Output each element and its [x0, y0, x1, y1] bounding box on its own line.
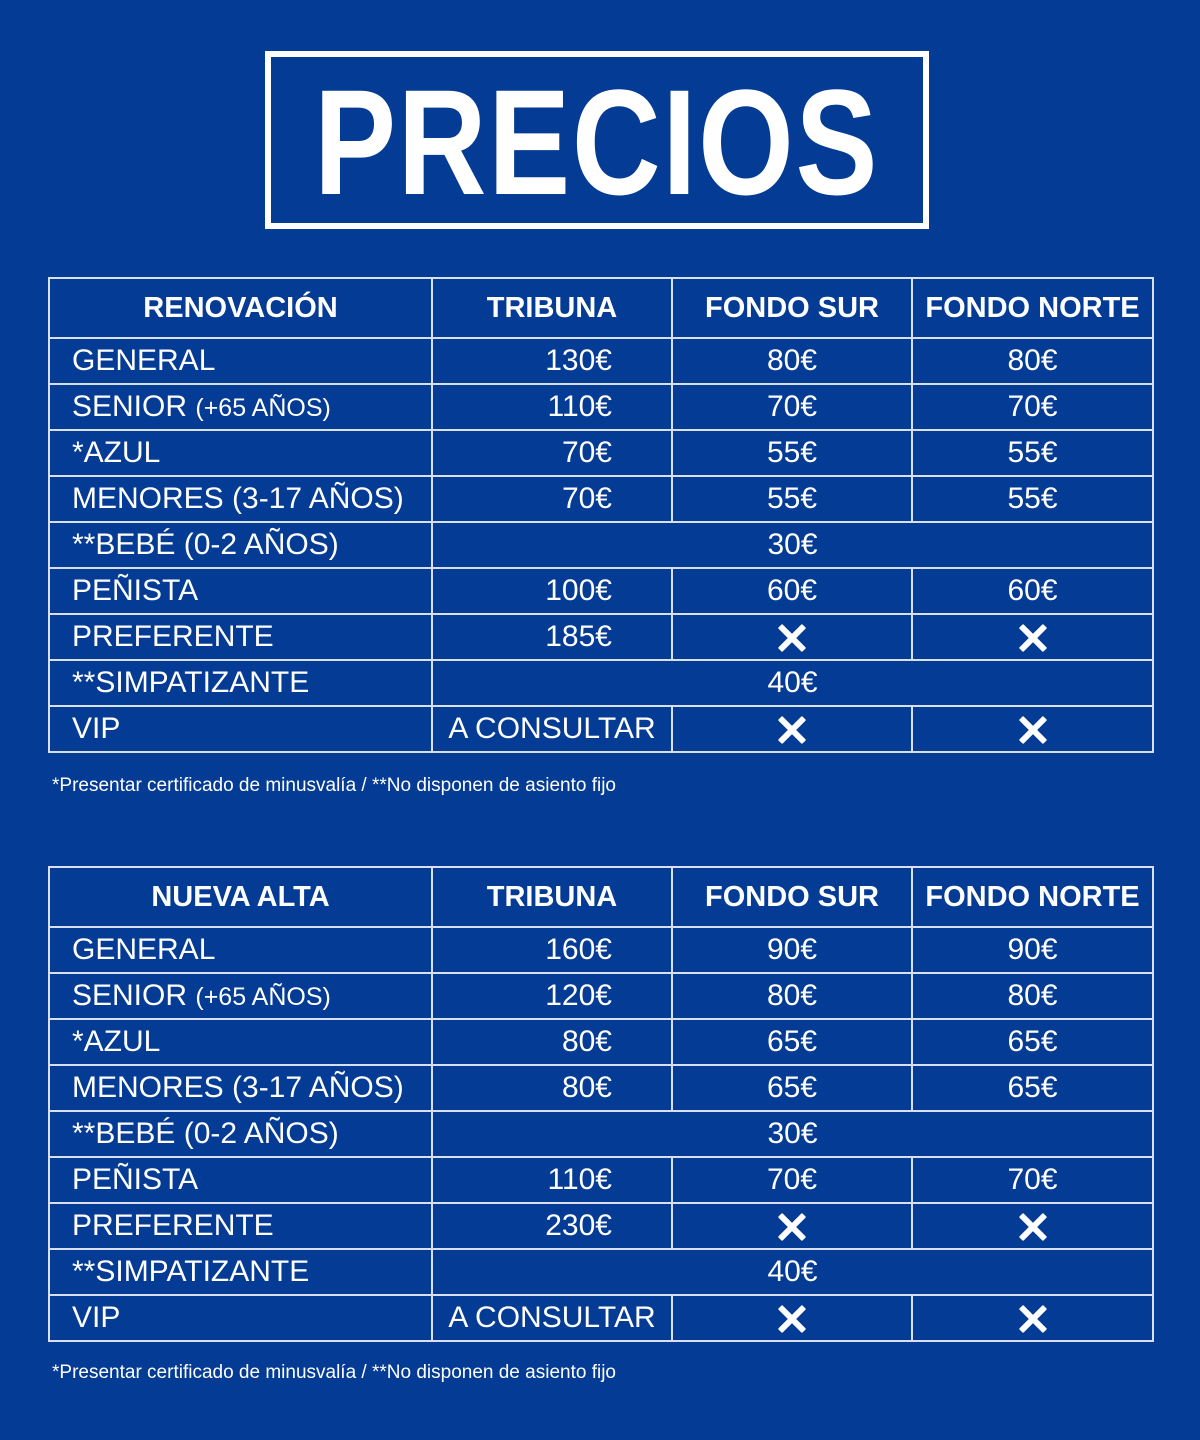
- merged-price-cell: 30€: [432, 522, 1153, 568]
- table-row: [49, 1249, 1153, 1295]
- price-value: 100€: [545, 574, 612, 607]
- section-header-nueva-alta: NUEVA ALTA: [49, 867, 432, 927]
- table-header-row: [49, 867, 1153, 927]
- row-label: [49, 1295, 432, 1341]
- price-cell-norte: [912, 614, 1153, 660]
- price-cell-norte: 60€: [912, 568, 1153, 614]
- price-value: 230€: [545, 1209, 612, 1242]
- price-cell-norte: [912, 1203, 1153, 1249]
- price-value: 110€: [547, 390, 612, 423]
- footnote-renovacion: *Presentar certificado de minusvalía / **No disponen de asiento fijo: [52, 775, 616, 796]
- price-cell-sur: 90€: [672, 927, 912, 973]
- row-label-text: **SIMPATIZANTE: [72, 666, 310, 699]
- row-label: [49, 973, 432, 1019]
- table-row: [49, 927, 1153, 973]
- price-value: 185€: [545, 620, 612, 653]
- row-label-qualifier: (+65 AÑOS): [195, 394, 331, 422]
- cross-icon: [778, 624, 806, 652]
- row-label-text: **BEBÉ (0-2 AÑOS): [72, 528, 339, 561]
- table-row: [49, 1295, 1153, 1341]
- row-label-text: PEÑISTA: [72, 1163, 199, 1196]
- row-label: [49, 706, 432, 752]
- price-cell-norte: 80€: [912, 973, 1153, 1019]
- table-header-row: [49, 278, 1153, 338]
- row-label: [49, 522, 432, 568]
- cross-icon: [1019, 624, 1047, 652]
- price-cell-sur: 55€: [672, 476, 912, 522]
- price-value: 70€: [561, 436, 612, 469]
- column-header-fondo-norte: FONDO NORTE: [912, 278, 1153, 338]
- page-title: PRECIOS: [314, 58, 880, 226]
- price-cell-norte: 65€: [912, 1019, 1153, 1065]
- row-label-text: MENORES (3-17 AÑOS): [72, 1071, 404, 1104]
- price-cell-tribuna: [432, 430, 672, 476]
- price-cell-tribuna: [432, 476, 672, 522]
- nueva-alta-price-table: [48, 866, 1154, 1342]
- price-cell-sur: 65€: [672, 1065, 912, 1111]
- row-label: [49, 568, 432, 614]
- price-cell-sur: 60€: [672, 568, 912, 614]
- column-header-tribuna: TRIBUNA: [432, 867, 672, 927]
- row-label-text: PREFERENTE: [72, 1209, 274, 1242]
- table-row: [49, 973, 1153, 1019]
- row-label-qualifier: (+65 AÑOS): [195, 983, 331, 1011]
- price-cell-tribuna: [432, 1157, 672, 1203]
- cross-icon: [1019, 716, 1047, 744]
- table-row: [49, 1203, 1153, 1249]
- table-row: [49, 430, 1153, 476]
- price-cell-norte: 70€: [912, 1157, 1153, 1203]
- row-label: [49, 660, 432, 706]
- price-cell-norte: 65€: [912, 1065, 1153, 1111]
- row-label-text: MENORES (3-17 AÑOS): [72, 482, 404, 515]
- merged-price-cell: 40€: [432, 1249, 1153, 1295]
- section-header-renovacion: RENOVACIÓN: [49, 278, 432, 338]
- price-cell-sur: [672, 1295, 912, 1341]
- price-cell-tribuna: [432, 614, 672, 660]
- row-label-text: PREFERENTE: [72, 620, 274, 653]
- row-label-text: GENERAL: [72, 344, 216, 377]
- row-label-text: *AZUL: [72, 436, 161, 469]
- row-label: [49, 430, 432, 476]
- price-cell-sur: [672, 706, 912, 752]
- price-value: 120€: [545, 979, 612, 1012]
- merged-price-cell: 30€: [432, 1111, 1153, 1157]
- price-cell-norte: 80€: [912, 338, 1153, 384]
- price-cell-norte: [912, 706, 1153, 752]
- column-header-fondo-sur: FONDO SUR: [672, 278, 912, 338]
- cross-icon: [1019, 1213, 1047, 1241]
- price-cell-tribuna: [432, 568, 672, 614]
- price-cell-tribuna: [432, 338, 672, 384]
- column-header-tribuna: TRIBUNA: [432, 278, 672, 338]
- column-header-fondo-norte: FONDO NORTE: [912, 867, 1153, 927]
- table-row: [49, 1157, 1153, 1203]
- table-row: [49, 1019, 1153, 1065]
- row-label-text: **SIMPATIZANTE: [72, 1255, 310, 1288]
- price-cell-norte: 55€: [912, 476, 1153, 522]
- price-cell-tribuna: [432, 927, 672, 973]
- table-row: [49, 1065, 1153, 1111]
- table-row: [49, 522, 1153, 568]
- price-value: 70€: [561, 482, 612, 515]
- table-row: [49, 384, 1153, 430]
- row-label: [49, 338, 432, 384]
- cross-icon: [1019, 1305, 1047, 1333]
- renovacion-price-table: [48, 277, 1154, 753]
- row-label-text: VIP: [72, 1301, 121, 1334]
- price-cell-norte: 90€: [912, 927, 1153, 973]
- table-row: [49, 706, 1153, 752]
- price-cell-sur: 80€: [672, 973, 912, 1019]
- price-cell-tribuna: [432, 1065, 672, 1111]
- column-header-fondo-sur: FONDO SUR: [672, 867, 912, 927]
- row-label: [49, 1065, 432, 1111]
- cross-icon: [778, 1305, 806, 1333]
- row-label: [49, 1157, 432, 1203]
- row-label: [49, 1249, 432, 1295]
- title-box: [265, 51, 929, 229]
- row-label: [49, 614, 432, 660]
- price-cell-tribuna: [432, 384, 672, 430]
- row-label: [49, 476, 432, 522]
- price-cell-sur: 70€: [672, 384, 912, 430]
- merged-price-cell: 40€: [432, 660, 1153, 706]
- price-cell-sur: [672, 614, 912, 660]
- price-cell-tribuna: [432, 1203, 672, 1249]
- row-label: [49, 1111, 432, 1157]
- row-label: [49, 384, 432, 430]
- row-label-text: GENERAL: [72, 933, 216, 966]
- table-row: [49, 1111, 1153, 1157]
- row-label-text: SENIOR: [72, 390, 188, 423]
- price-cell-norte: 70€: [912, 384, 1153, 430]
- price-cell-tribuna: [432, 1019, 672, 1065]
- price-cell-tribuna: A CONSULTAR: [432, 1295, 672, 1341]
- row-label-text: **BEBÉ (0-2 AÑOS): [72, 1117, 339, 1150]
- cross-icon: [778, 716, 806, 744]
- price-cell-norte: [912, 1295, 1153, 1341]
- price-cell-sur: 80€: [672, 338, 912, 384]
- footnote-nueva-alta: *Presentar certificado de minusvalía / **No disponen de asiento fijo: [52, 1362, 616, 1383]
- price-cell-sur: 65€: [672, 1019, 912, 1065]
- price-cell-tribuna: A CONSULTAR: [432, 706, 672, 752]
- price-value: 80€: [561, 1025, 612, 1058]
- row-label-text: PEÑISTA: [72, 574, 199, 607]
- price-cell-tribuna: [432, 973, 672, 1019]
- price-value: 160€: [545, 933, 612, 966]
- cross-icon: [778, 1213, 806, 1241]
- row-label-text: VIP: [72, 712, 121, 745]
- price-value: 110€: [547, 1163, 612, 1196]
- price-cell-sur: [672, 1203, 912, 1249]
- row-label-text: SENIOR: [72, 979, 188, 1012]
- row-label: [49, 1019, 432, 1065]
- table-row: [49, 660, 1153, 706]
- price-value: 80€: [561, 1071, 612, 1104]
- row-label: [49, 1203, 432, 1249]
- table-row: [49, 568, 1153, 614]
- price-cell-sur: 55€: [672, 430, 912, 476]
- price-cell-sur: 70€: [672, 1157, 912, 1203]
- row-label-text: *AZUL: [72, 1025, 161, 1058]
- row-label: [49, 927, 432, 973]
- price-cell-norte: 55€: [912, 430, 1153, 476]
- price-value: 130€: [545, 344, 612, 377]
- table-row: [49, 476, 1153, 522]
- table-row: [49, 338, 1153, 384]
- table-row: [49, 614, 1153, 660]
